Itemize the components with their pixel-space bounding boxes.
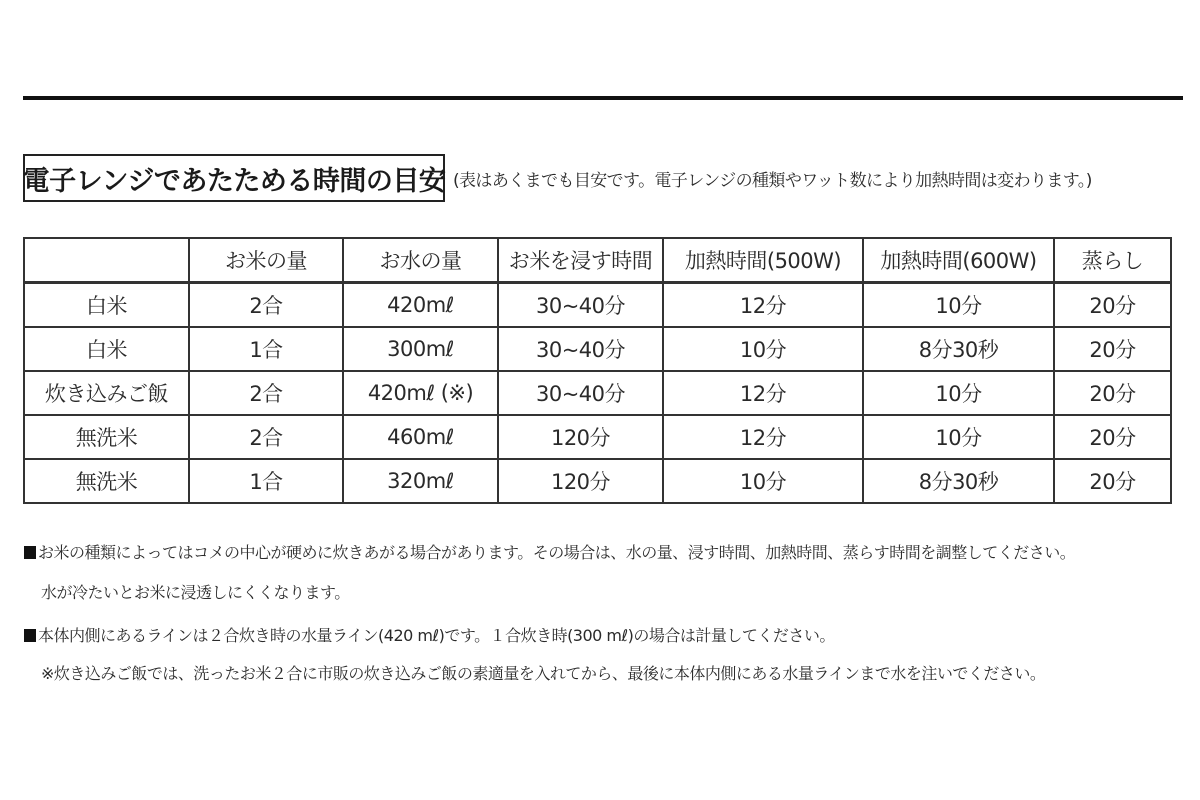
bullet-square-icon — [24, 629, 36, 642]
cell-heat-500w: 12分 — [663, 371, 863, 415]
cell-soak-time: 120分 — [498, 459, 663, 503]
cell-soak-time: 120分 — [498, 415, 663, 459]
header-cell-heat-500w: 加熱時間(500W) — [663, 238, 863, 283]
cell-heat-500w: 12分 — [663, 415, 863, 459]
cell-soak-time: 30~40分 — [498, 371, 663, 415]
header-cell-type — [24, 238, 189, 283]
cell-water-amount: 300mℓ — [343, 327, 498, 371]
cell-rice-amount: 2合 — [189, 415, 343, 459]
cell-water-amount: 460mℓ — [343, 415, 498, 459]
cell-water-amount: 420mℓ (※) — [343, 371, 498, 415]
cell-water-amount: 320mℓ — [343, 459, 498, 503]
cell-steam: 20分 — [1054, 459, 1171, 503]
note-1-continued: 水が冷たいとお米に浸透しにくくなります。 — [41, 583, 350, 602]
header-cell-heat-600w: 加熱時間(600W) — [863, 238, 1054, 283]
cell-heat-500w: 10分 — [663, 459, 863, 503]
cell-rice-amount: 1合 — [189, 459, 343, 503]
table-row — [24, 327, 1171, 371]
table-header-row — [24, 238, 1171, 283]
heating-time-table — [23, 237, 1172, 504]
header-cell-soak-time: お米を浸す時間 — [498, 238, 663, 283]
cell-rice-amount: 2合 — [189, 283, 343, 328]
cell-soak-time: 30~40分 — [498, 283, 663, 328]
table-row — [24, 283, 1171, 328]
cell-water-amount: 420mℓ — [343, 283, 498, 328]
cell-type: 白米 — [24, 327, 189, 371]
top-divider — [23, 96, 1183, 100]
cell-rice-amount: 2合 — [189, 371, 343, 415]
table-row — [24, 415, 1171, 459]
cell-heat-600w: 8分30秒 — [863, 327, 1054, 371]
cell-type: 無洗米 — [24, 459, 189, 503]
bullet-square-icon — [24, 546, 36, 559]
page-title — [23, 154, 445, 202]
cell-heat-500w: 10分 — [663, 327, 863, 371]
cell-type: 炊き込みご飯 — [24, 371, 189, 415]
note-1: お米の種類によってはコメの中心が硬めに炊きあがる場合があります。その場合は、水の量、浸す時間、加熱時間、蒸らす時間を調整してください。 — [24, 540, 1075, 563]
cell-rice-amount: 1合 — [189, 327, 343, 371]
cell-steam: 20分 — [1054, 371, 1171, 415]
cell-heat-600w: 10分 — [863, 283, 1054, 328]
cell-heat-600w: 8分30秒 — [863, 459, 1054, 503]
table-row — [24, 459, 1171, 503]
cell-steam: 20分 — [1054, 415, 1171, 459]
cell-soak-time: 30~40分 — [498, 327, 663, 371]
cell-type: 白米 — [24, 283, 189, 328]
cell-heat-600w: 10分 — [863, 415, 1054, 459]
header-cell-rice-amount: お米の量 — [189, 238, 343, 283]
cell-heat-600w: 10分 — [863, 371, 1054, 415]
cell-steam: 20分 — [1054, 327, 1171, 371]
cell-steam: 20分 — [1054, 283, 1171, 328]
cell-heat-500w: 12分 — [663, 283, 863, 328]
header-cell-water-amount: お水の量 — [343, 238, 498, 283]
subtitle-note: (表はあくまでも目安です。電子レンジの種類やワット数により加熱時間は変わります。) — [453, 171, 1092, 191]
page-title-text: 電子レンジであたためる時間の目安 — [22, 165, 446, 197]
note-2: 本体内側にあるラインは２合炊き時の水量ライン(420 mℓ)です。１合炊き時(300 mℓ)の場合は計量してください。 — [24, 623, 835, 646]
note-2-asterisk: ※炊き込みご飯では、洗ったお米２合に市販の炊き込みご飯の素適量を入れてから、最後に本体内側にある水量ラインまで水を注いでください。 — [41, 664, 1046, 683]
cell-type: 無洗米 — [24, 415, 189, 459]
table-row — [24, 371, 1171, 415]
header-cell-steam: 蒸らし — [1054, 238, 1171, 283]
